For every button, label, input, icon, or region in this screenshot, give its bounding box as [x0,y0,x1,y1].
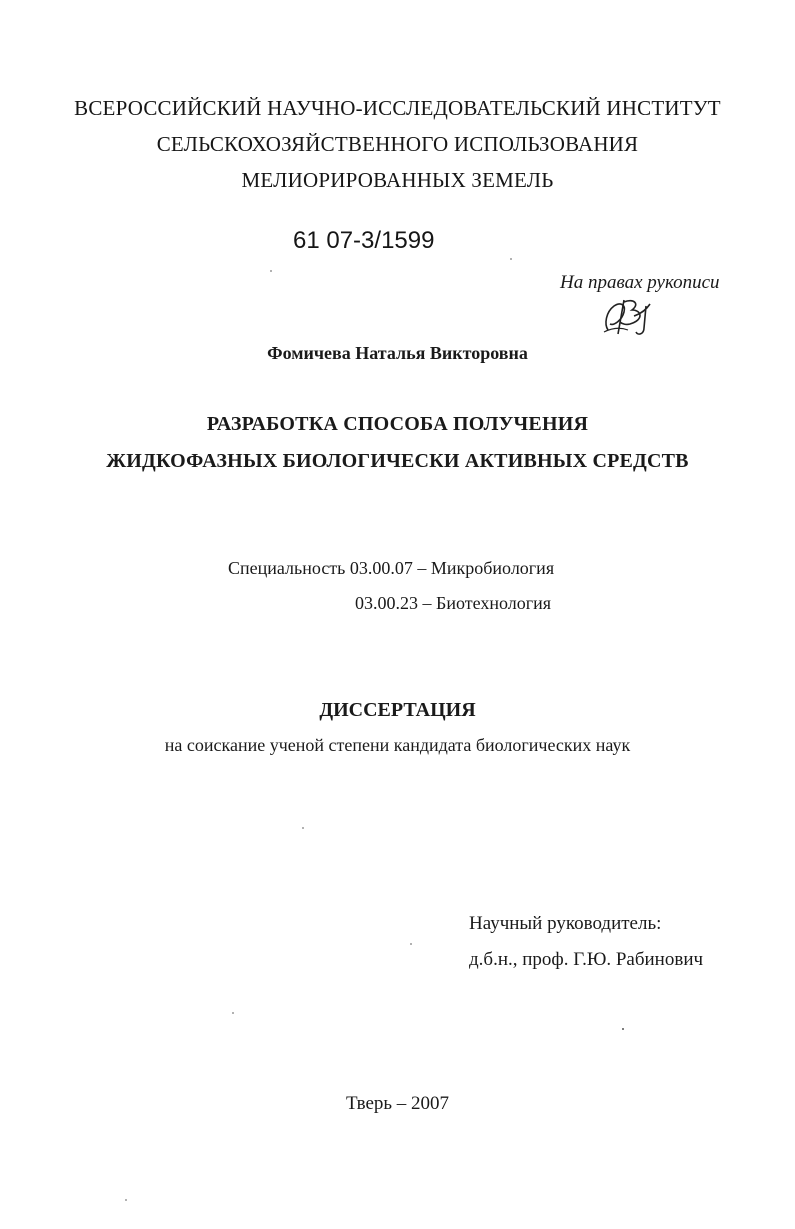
scan-speck [302,827,304,829]
place-year: Тверь – 2007 [345,1093,450,1114]
institute-name-line-3: МЕЛИОРИРОВАННЫХ ЗЕМЕЛЬ [241,168,554,192]
scan-speck [510,258,512,260]
specialty-line-1: Специальность 03.00.07 – Микробиология [228,558,555,578]
scan-speck [622,1028,624,1030]
author-name: Фомичева Наталья Викторовна [267,343,528,363]
advisor-label: Научный руководитель: [469,913,662,934]
dissertation-title-line-2: ЖИДКОФАЗНЫХ БИОЛОГИЧЕСКИ АКТИВНЫХ СРЕДСТВ [106,450,689,472]
scan-speck [270,270,272,272]
catalog-code: 61 07-3/1599 [293,227,435,254]
degree-note: на соискание ученой степени кандидата биологических наук [164,735,631,755]
rights-note: На правах рукописи [560,272,720,293]
scan-speck [125,1199,127,1201]
advisor-name: д.б.н., проф. Г.Ю. Рабинович [469,949,704,970]
signature-icon [600,294,660,340]
scan-speck [410,943,412,945]
institute-name-line-2: СЕЛЬСКОХОЗЯЙСТВЕННОГО ИСПОЛЬЗОВАНИЯ [156,132,639,156]
work-type-heading: ДИССЕРТАЦИЯ [319,699,476,721]
specialty-line-2: 03.00.23 – Биотехнология [355,593,552,613]
scan-speck [232,1012,234,1014]
institute-name-line-1: ВСЕРОССИЙСКИЙ НАУЧНО-ИССЛЕДОВАТЕЛЬСКИЙ ИНСТИТУТ [74,96,721,120]
dissertation-title-line-1: РАЗРАБОТКА СПОСОБА ПОЛУЧЕНИЯ [206,413,589,435]
